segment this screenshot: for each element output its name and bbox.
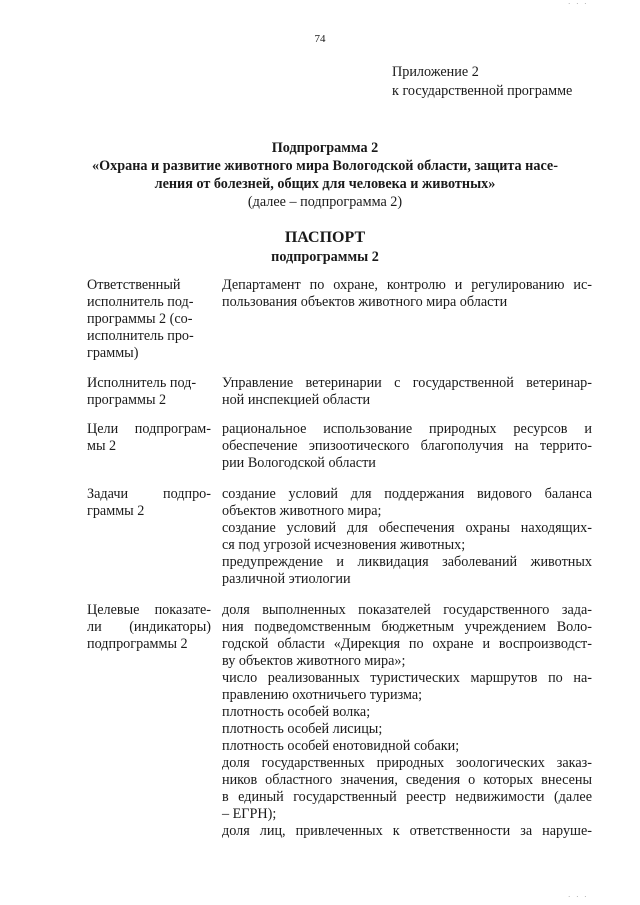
- row-value: [222, 602, 592, 840]
- value-line: – ЕГРН);: [222, 806, 277, 822]
- value-line: годской области «Дирекция по охране и воспроизводст-: [222, 636, 592, 652]
- value-line: ников областного значения, сведения о которых внесены: [222, 772, 592, 788]
- title-line-1: Подпрограмма 2: [271, 140, 379, 156]
- scan-mark-bottom: · · ·: [568, 893, 589, 901]
- value-line: объектов животного мира;: [222, 503, 382, 519]
- label-line: мы 2: [87, 438, 117, 454]
- row-label: [87, 421, 211, 455]
- value-line: создание условий для обеспечения охраны находящих-: [222, 520, 592, 536]
- label-line: программы 2: [87, 392, 167, 408]
- title-line-4: (далее – подпрограмма 2): [247, 194, 403, 210]
- value-line: рациональное использование природных ресурсов и: [222, 421, 592, 437]
- value-line: плотность особей волка;: [222, 704, 371, 720]
- value-line: в единый государственный реестр недвижимости (далее: [222, 789, 592, 805]
- label-line: ли (индикаторы): [87, 619, 211, 635]
- label-line: граммы 2: [87, 503, 145, 519]
- value-line: Управление ветеринарии с государственной ветеринар-: [222, 375, 592, 391]
- value-line: ся под угрозой исчезновения животных;: [222, 537, 466, 553]
- label-line: Целевые показате-: [87, 602, 211, 618]
- value-line: доля лиц, привлеченных к ответственности за наруше-: [222, 823, 592, 839]
- value-line: ния подведомственным бюджетным учреждением Воло-: [222, 619, 592, 635]
- row-label: [87, 602, 211, 653]
- passport-heading: [60, 228, 590, 267]
- value-line: правлению охотничьего туризма;: [222, 687, 423, 703]
- label-line: Задачи подпро-: [87, 486, 211, 502]
- appendix-line-2: к государственной программе: [392, 83, 573, 99]
- value-line: плотность особей енотовидной собаки;: [222, 738, 460, 754]
- label-line: граммы): [87, 345, 139, 361]
- value-line: плотность особей лисицы;: [222, 721, 383, 737]
- passport-subtitle: подпрограммы 2: [271, 249, 379, 265]
- label-line: Ответственный: [87, 277, 181, 293]
- row-label: [87, 277, 211, 362]
- value-line: различной этиологии: [222, 571, 351, 587]
- value-line: создание условий для поддержания видового баланса: [222, 486, 592, 502]
- label-line: программы 2 (со-: [87, 311, 193, 327]
- appendix-line-1: Приложение 2: [392, 64, 479, 80]
- value-line: ву объектов животного мира»;: [222, 653, 406, 669]
- label-line: подпрограммы 2: [87, 636, 188, 652]
- value-line: Департамент по охране, контролю и регулированию ис-: [222, 277, 592, 293]
- value-line: предупреждение и ликвидация заболеваний животных: [222, 554, 592, 570]
- row-label: [87, 486, 211, 520]
- value-line: число реализованных туристических маршрутов по на-: [222, 670, 592, 686]
- value-line: доля выполненных показателей государственного зада-: [222, 602, 592, 618]
- title-line-2: «Охрана и развитие животного мира Вологодской области, защита насе-: [92, 158, 558, 174]
- scan-mark-top: · · ·: [568, 0, 589, 8]
- subprogram-title: [60, 139, 590, 211]
- label-line: Исполнитель под-: [87, 375, 197, 391]
- value-line: рии Вологодской области: [222, 455, 376, 471]
- appendix-note: [392, 63, 572, 101]
- value-line: доля государственных природных зоологических заказ-: [222, 755, 592, 771]
- label-line: исполнитель про-: [87, 328, 194, 344]
- value-line: пользования объектов животного мира области: [222, 294, 508, 310]
- page-number: 74: [314, 33, 326, 45]
- value-line: обеспечение эпизоотического благополучия на террито-: [222, 438, 592, 454]
- row-value: [222, 421, 592, 472]
- passport-title: ПАСПОРТ: [284, 229, 366, 246]
- value-line: ной инспекцией области: [222, 392, 371, 408]
- label-line: исполнитель под-: [87, 294, 194, 310]
- row-value: [222, 375, 592, 409]
- row-label: [87, 375, 211, 409]
- row-value: [222, 486, 592, 588]
- row-value: [222, 277, 592, 311]
- title-line-3: ления от болезней, общих для человека и животных»: [154, 176, 496, 192]
- label-line: Цели подпрограм-: [87, 421, 211, 437]
